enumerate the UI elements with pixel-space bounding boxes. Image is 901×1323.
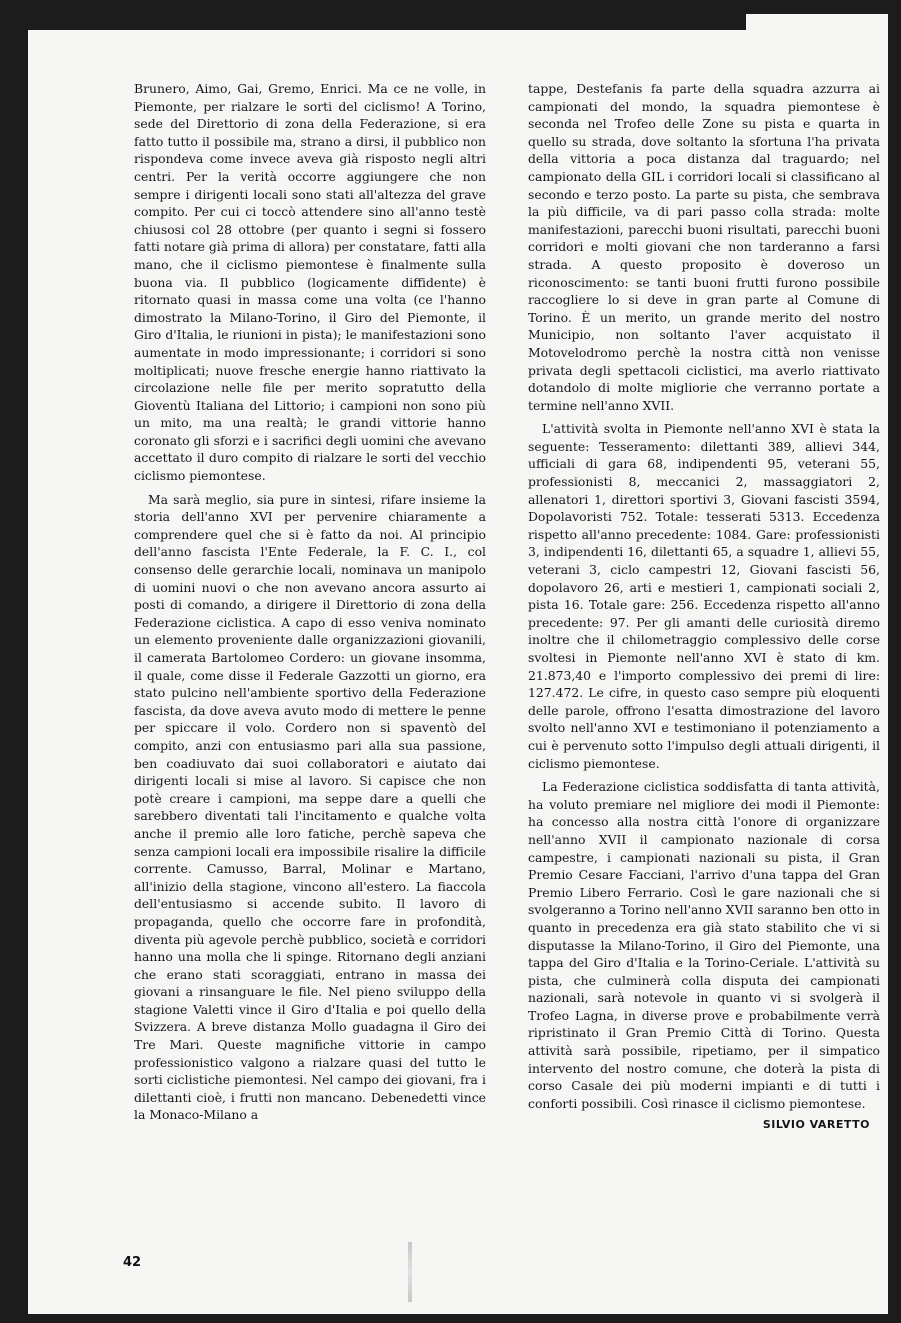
paragraph: tappe, Destefanis fa parte della squadra azzurra ai campionati del mondo, la squadra piemontese è seconda nel Trofeo delle Zone su pista e quarta in quello su strada, dove soltanto la sfortuna l'ha privata della vittoria a poca distanza dal traguardo; nel campionato della GIL i corridori locali si classificano al secondo e terzo posto. La parte su pista, che sembrava la più difficile, va di pari passo colla strada: molte manifestazioni, parecchi buoni risultati, parecchi buoni corridori e molti giovani che non tarderanno a farsi strada. A questo proposito è doveroso un riconoscimento: se tanti buoni frutti furono possibile raccogliere lo si deve in gran parte al Comune di Torino. È un merito, un grande merito del nostro Municipio, non soltanto l'aver acquistato il Motovelodromo perchè la nostra città non venisse privata degli spettacoli ciclistici, ma averlo riattivato dotandolo di molte migliorie che verranno portate a termine nell'anno XVII. [528,81,880,413]
author-signature: SILVIO VARETTO [762,1118,870,1132]
magazine-page [28,14,888,1314]
page-number: 42 [123,1255,142,1270]
scan-smudge [408,1242,412,1302]
scan-border [28,14,746,30]
paragraph: La Federazione ciclistica soddisfatta di tanta attività, ha voluto premiare nel migliore dei modi il Piemonte: ha concesso alla nostra città l'onore di organizzare nell'anno XVII il campionato nazionale di corsa campestre, i campionati nazionali su pista, il Gran Premio Cesare Facciani, l'arrivo d'una tappa del Gran Premio Libero Ferrario. Così le gare nazionali che si svolgeranno a Torino nell'anno XVII saranno ben otto in quanto in precedenza era già stato stabilito che vi si disputasse la Milano-Torino, il Giro del Piemonte, una tappa del Giro d'Italia e la Torino-Ceriale. L'attività su pista, che culminerà colla disputa dei campionati nazionali, sarà notevole in quanto vi si svolgerà il Trofeo Lagna, in diverse prove e probabilmente verrà ripristinato il Gran Premio Città di Torino. Questa attività sarà possibile, ripetiamo, per il simpatico intervento del nostro comune, che doterà la pista di corso Casale dei più moderni impianti e di tutti i conforti possibili. Così rinasce il ciclismo piemontese. [528,779,880,1111]
paragraph: Brunero, Aimo, Gai, Gremo, Enrici. Ma ce ne volle, in Piemonte, per rialzare le sorti del ciclismo! A Torino, sede del Direttorio di zona della Federazione, si era fatto tutto il possibile ma, strano a dirsi, il pubblico non rispondeva come invece aveva già risposto negli altri centri. Per la verità occorre aggiungere che non sempre i dirigenti locali sono stati all'altezza del grave compito. Per cui ci toccò attendere sino all'anno testè chiusosi col 28 ottobre (per quanto i segni si fossero fatti notare già prima di allora) per constatare, fatti alla mano, che il ciclismo piemontese è finalmente sulla buona via. Il pubblico (logicamente diffidente) è ritornato quasi in massa come una volta (ce l'hanno dimostrato la Milano-Torino, il Giro del Piemonte, il Giro d'Italia, le riunioni in pista); le manifestazioni sono aumentate in modo impressionante; i corridori si sono moltiplicati; nuove fresche energie hanno riattivato la circolazione nelle file per merito sopratutto della Gioventù Italiana del Littorio; i campioni non sono più un mito, ma una realtà; le grandi vittorie hanno coronato gli sforzi e i sacrifici degli uomini che avevano accettato il duro compito di rialzare le sorti del vecchio ciclismo piemontese. [134,81,486,484]
right-column [528,80,880,1134]
left-column [134,80,486,1124]
paragraph: L'attività svolta in Piemonte nell'anno XVI è stata la seguente: Tesseramento: dilettanti 389, allievi 344, ufficiali di gara 68, indipendenti 95, veterani 55, professionisti 8, meccanici 2, massaggiatori 2, allenatori 1, direttori sportivi 3, Giovani fascisti 3594, Dopolavoristi 752. Totale: tesserati 5313. Eccedenza rispetto all'anno precedente: 1084. Gare: professionisti 3, indipendenti 16, dilettanti 65, a squadre 1, allievi 55, veterani 3, ciclo campestri 12, Giovani fascisti 56, dopolavoro 26, arti e mestieri 1, campionati sociali 2, pista 16. Totale gare: 256. Eccedenza rispetto all'anno precedente: 97. Per gli amanti delle curiosità diremo inoltre che il chilometraggio complessivo delle corse svoltesi in Piemonte nell'anno XVI è stato di km. 21.873,40 e l'importo complessivo dei premi di lire: 127.472. Le cifre, in questo caso sempre più eloquenti delle parole, offrono l'esatta dimostrazione del lavoro svolto nell'anno XVI e testimoniano il potenziamento a cui è pervenuto sotto l'impulso degli attuali dirigenti, il ciclismo piemontese. [528,421,880,771]
paragraph: Ma sarà meglio, sia pure in sintesi, rifare insieme la storia dell'anno XVI per pervenire chiaramente a comprendere quel che si è fatto da noi. Al principio dell'anno fascista l'Ente Federale, la F. C. I., col consenso delle gerarchie locali, nominava un manipolo di uomini nuovi o che non avevano ancora assurto ai posti di comando, a dirigere il Direttorio di zona della Federazione ciclistica. A capo di esso veniva nominato un elemento proveniente dalle organizzazioni giovanili, il camerata Bartolomeo Cordero: un giovane insomma, il quale, come disse il Federale Gazzotti un giorno, era stato pulcino nell'ambiente sportivo della Federazione fascista, da dove aveva avuto modo di mettere le penne per spiccare il volo. Cordero non si spaventò del compito, anzi con entusiasmo pari alla sua passione, ben coadiuvato dai suoi collaboratori e aiutato dai dirigenti locali si mise al lavoro. Si capisce che non potè creare i campioni, ma seppe dare a quelli che sarebbero diventati tali l'incitamento e qualche volta anche il premio alle loro fatiche, perchè sapeva che senza campioni locali era impossibile risalire la difficile corrente. Camusso, Barral, Molinar e Martano, all'inizio della stagione, vincono all'estero. La fiaccola dell'entusiasmo si accende subito. Il lavoro di propaganda, quello che occorre fare in profondità, diventa più agevole perchè pubblico, società e corridori hanno una molla che li spinge. Ritornano degli anziani che erano stati scoraggiati, entrano in massa dei giovani a rinsanguare le file. Nel pieno sviluppo della stagione Valetti vince il Giro d'Italia e poi quello della Svizzera. A breve distanza Mollo guadagna il Giro dei Tre Mari. Queste magnifiche vittorie in campo professionistico valgono a rialzare quasi del tutto le sorti ciclistiche piemontesi. Nel campo dei giovani, fra i dilettanti cioè, i frutti non mancano. Debenedetti vince la Monaco-Milano a [134,491,486,1123]
